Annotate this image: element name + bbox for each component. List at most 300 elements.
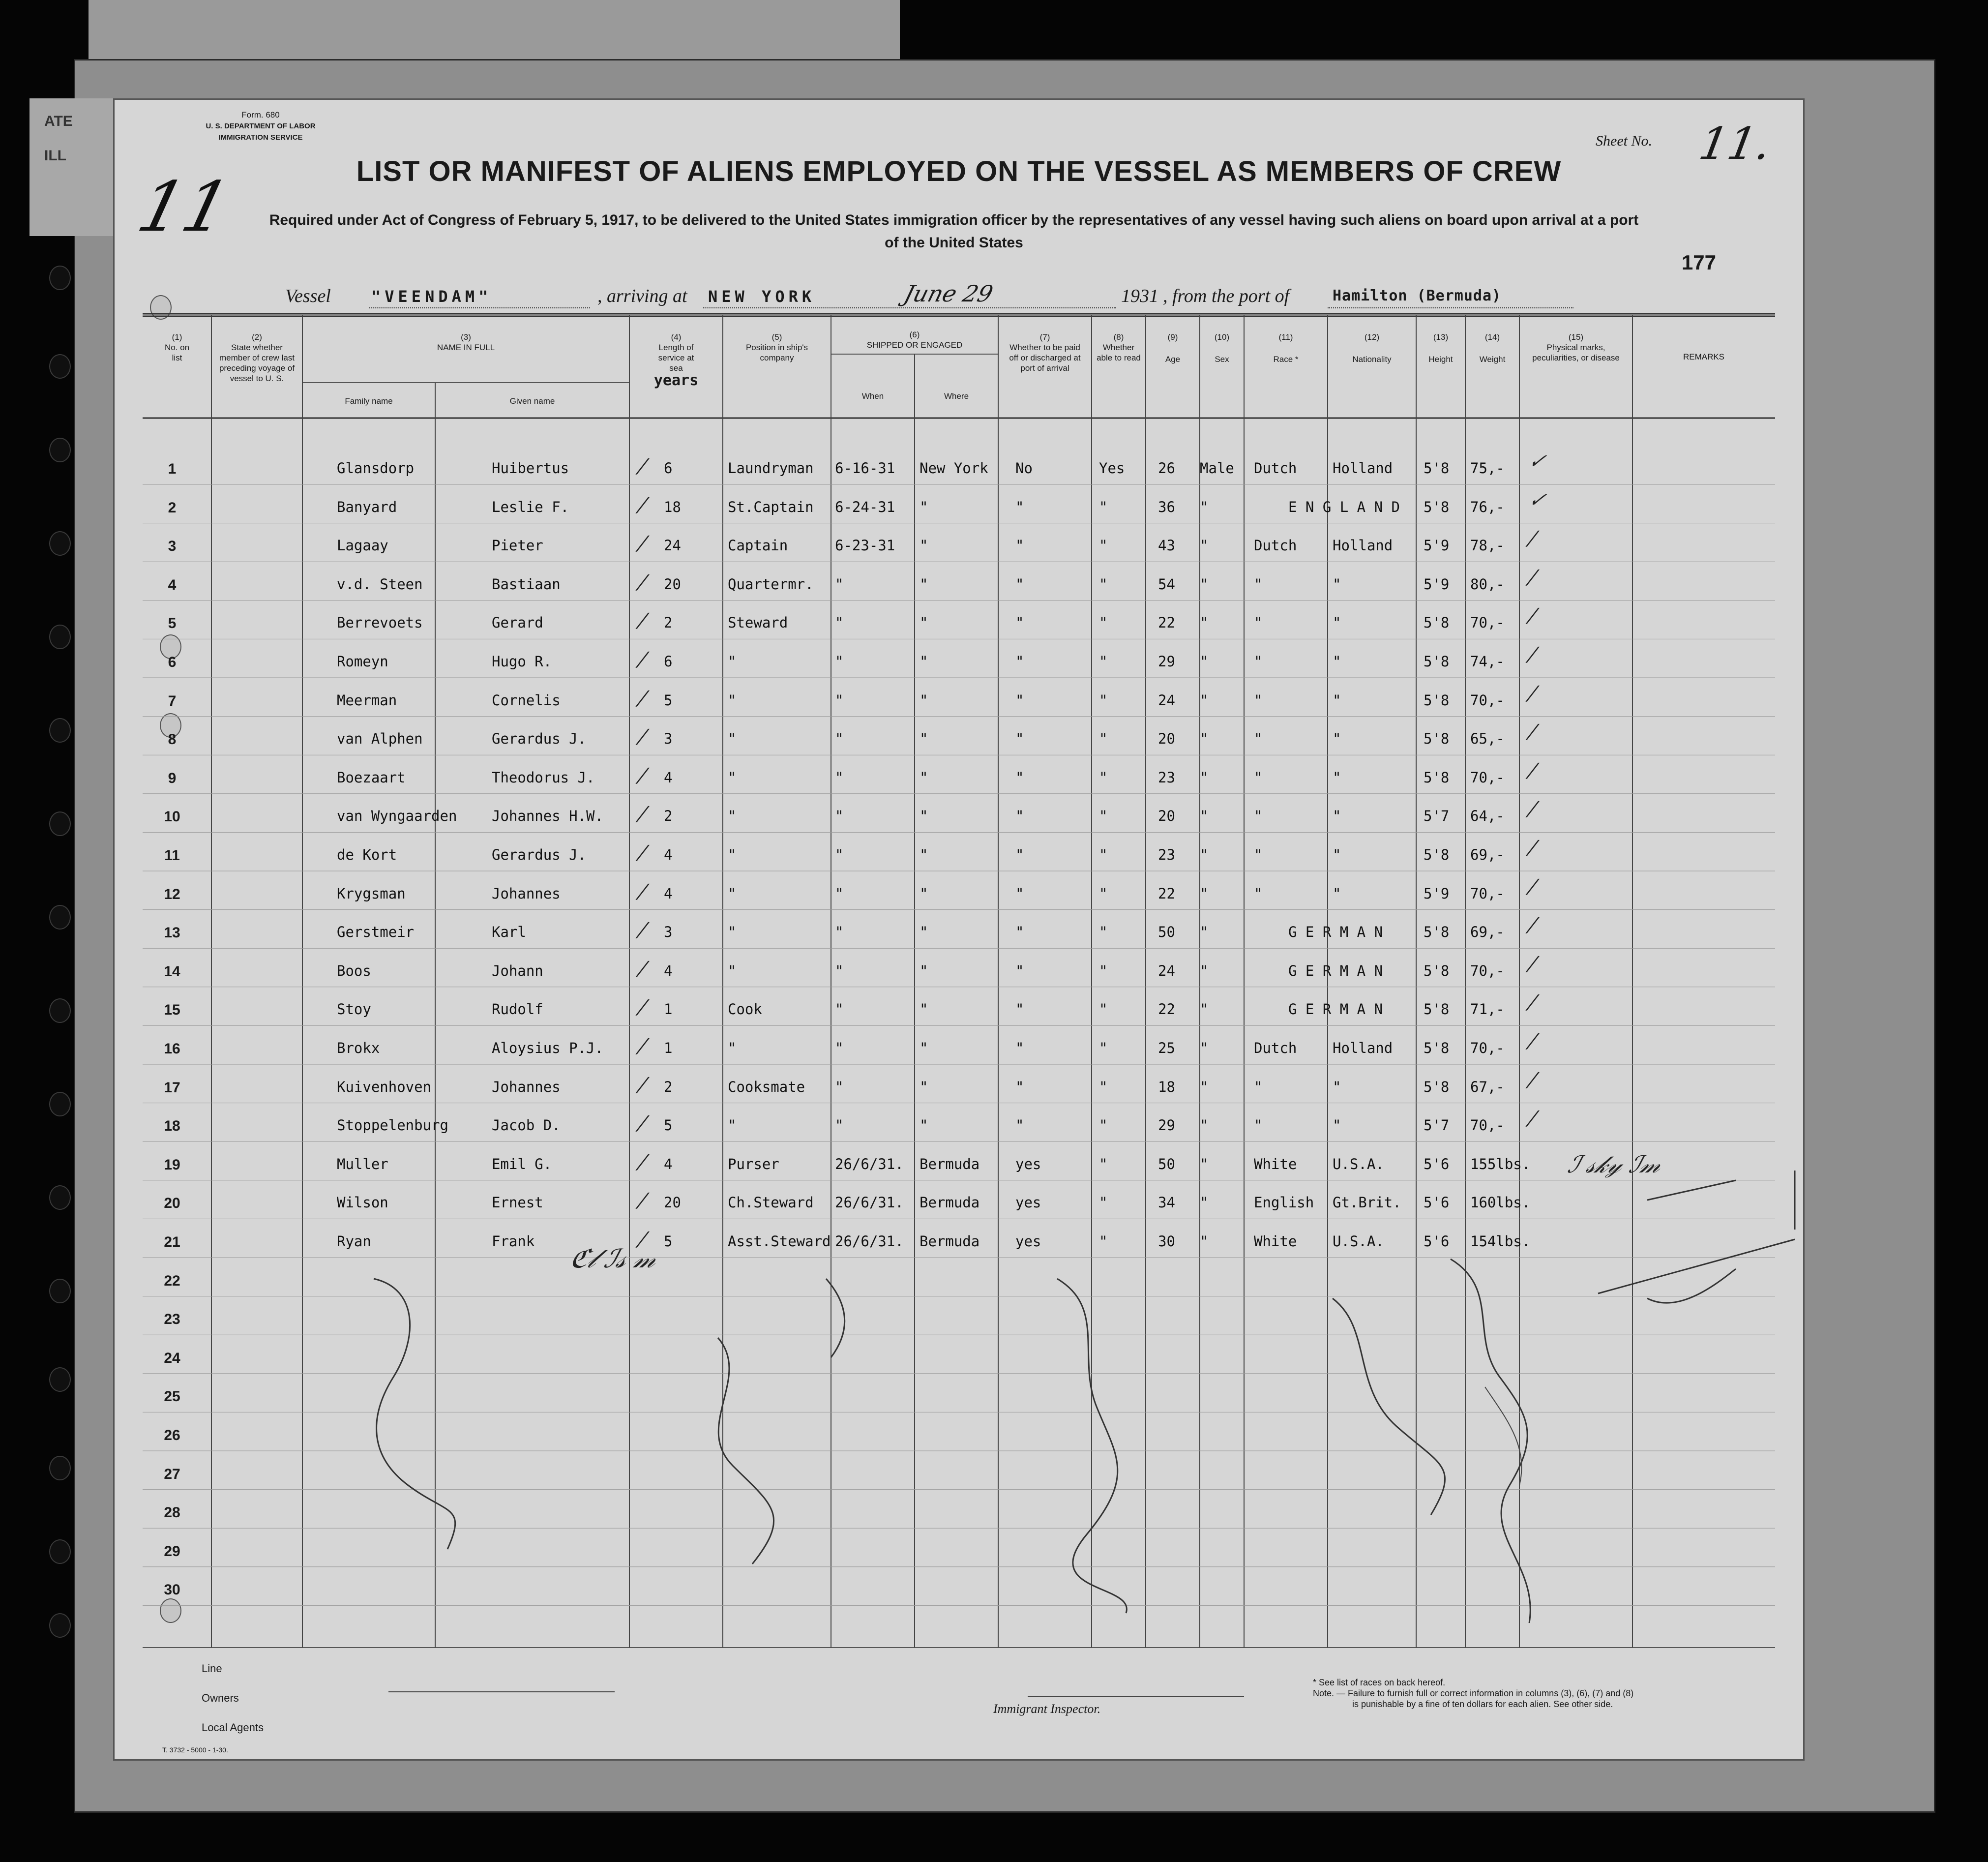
cell-position: Captain [728,537,788,554]
row-number: 25 [164,1388,180,1405]
cell-service: 2 [664,808,673,825]
cell-position: " [728,653,737,670]
service-tick-mark: / [636,996,649,1019]
check-mark: / [1526,837,1539,859]
cell-given: Johannes [492,885,561,902]
cell-service: 4 [664,769,673,786]
cell-where: " [920,1078,928,1095]
service-tick-mark: / [636,803,649,826]
cell-family: Krygsman [337,885,406,902]
cell-where: " [920,575,928,593]
cell-paid: " [1015,691,1024,709]
check-mark: / [1526,643,1539,666]
cell-given: Hugo R. [492,653,552,670]
cell-race: " [1254,1078,1263,1095]
header-col-7: (7) Whether to be paid off or discharged at port of arrival [1009,332,1081,373]
cell-family: de Kort [337,846,397,863]
service-tick-mark: / [636,1112,649,1135]
cell-weight: 70,- [1470,1040,1505,1056]
service-tick-mark: / [636,1228,649,1251]
cell-when: " [835,1001,844,1018]
cell-position: Steward [728,614,788,631]
footer-owners-label: Owners [202,1692,239,1704]
cell-age: 22 [1158,1001,1175,1018]
cell-given: Gerardus J. [492,846,587,863]
cell-read: " [1099,1194,1108,1211]
row-number: 28 [164,1504,180,1521]
cell-service: 24 [664,537,681,554]
cell-read: " [1099,1001,1108,1018]
cell-paid: yes [1015,1233,1041,1250]
cell-height: 5'8 [1424,769,1450,786]
cell-given: Ernest [492,1194,543,1211]
cell-where: Bermuda [920,1233,980,1250]
arriving-label: , arriving at [597,286,687,306]
cell-read: " [1099,1040,1108,1056]
cell-sex: Male [1200,460,1234,477]
check-mark: / [1526,527,1539,550]
service-tick-mark: / [636,493,649,516]
row-number: 21 [164,1234,180,1250]
cell-family: Wilson [337,1194,388,1211]
underline [703,307,1116,308]
cell-race: White [1254,1155,1297,1172]
row-number: 23 [164,1311,180,1328]
cell-when: " [835,924,844,941]
cell-age: 50 [1158,924,1175,941]
binder-hole [49,266,71,290]
cell-when: 6-16-31 [835,460,895,477]
cell-nationality: Holland [1333,537,1393,554]
row-number: 4 [168,576,177,593]
cell-age: 18 [1158,1078,1175,1095]
row-number: 12 [164,886,180,902]
cell-where: " [920,730,928,748]
cell-weight: 70,- [1470,885,1505,902]
check-mark: ✓ [1526,450,1549,473]
row-number: 7 [168,692,177,709]
cell-age: 30 [1158,1233,1175,1250]
header-given-name: Given name [509,396,555,406]
cell-sex: " [1200,537,1209,554]
vessel-name: "VEENDAM" [371,287,492,306]
cell-race: Dutch [1254,537,1297,554]
cell-service: 2 [664,614,673,631]
cell-age: 24 [1158,962,1175,979]
row-number: 19 [164,1156,180,1173]
row-number: 9 [168,770,177,786]
binder-hole [49,354,71,379]
cell-age: 22 [1158,885,1175,902]
cell-service: 4 [664,962,673,979]
binder-hole [49,438,71,462]
arrival-year: 1931 [1121,286,1158,306]
cell-sex: " [1200,769,1209,786]
cell-given: Bastiaan [492,575,561,593]
cell-read: " [1099,769,1108,786]
row-number: 2 [168,499,177,516]
cell-sex: " [1200,1078,1209,1095]
cell-weight: 75,- [1470,460,1505,477]
cell-position: Purser [728,1155,779,1172]
cell-age: 43 [1158,537,1175,554]
cell-given: Jacob D. [492,1117,561,1134]
cell-where: " [920,846,928,863]
cell-height: 5'8 [1424,653,1450,670]
handwritten-signature-1: ℭ𝓁 ℐ𝓈 𝓂 [566,1244,660,1274]
row-number: 20 [164,1195,180,1212]
row-number: 15 [164,1002,180,1019]
header-remarks: REMARKS [1683,352,1725,361]
cell-family: Boos [337,962,371,979]
cell-service: 1 [664,1001,673,1018]
cell-when: " [835,885,844,902]
cell-age: 26 [1158,460,1175,477]
footer-form-code: T. 3732 - 5000 - 1-30. [162,1746,228,1754]
cell-paid: " [1015,1078,1024,1095]
cell-race: " [1254,730,1263,748]
cell-position: Cooksmate [728,1078,805,1095]
cell-when: " [835,614,844,631]
cell-when: " [835,1040,844,1056]
cell-where: " [920,691,928,709]
cell-when: " [835,962,844,979]
cell-weight: 70,- [1470,614,1505,631]
cell-where: " [920,537,928,554]
cell-nationality: " [1333,575,1341,593]
from-label: , from the port of [1163,286,1290,306]
cell-position: " [728,1117,737,1134]
cell-height: 5'7 [1424,1117,1450,1134]
sheet-number: 11. [1695,118,1775,170]
cell-given: Aloysius P.J. [492,1040,603,1056]
header-col-8: (8) Whether able to read [1097,332,1141,362]
stub-text: ILL [44,148,66,164]
cell-given: Pieter [492,537,543,554]
cell-nationality: Gt.Brit. [1333,1194,1401,1211]
service-tick-mark: / [636,571,649,594]
cell-when: " [835,808,844,825]
cell-paid: " [1015,924,1024,941]
cell-weight: 74,- [1470,653,1505,670]
binder-hole [49,811,71,836]
cell-family: Lagaay [337,537,388,554]
cell-sex: " [1200,653,1209,670]
cell-height: 5'9 [1424,575,1450,593]
cell-family: v.d. Steen [337,575,423,593]
cell-nationality: " [1333,808,1341,825]
cell-height: 5'8 [1424,1078,1450,1095]
cell-given: Rudolf [492,1001,543,1018]
cell-age: 36 [1158,498,1175,515]
service-tick-mark: / [636,764,649,787]
cell-when: " [835,769,844,786]
cell-sex: " [1200,924,1209,941]
cell-paid: No [1015,460,1033,477]
cell-read: " [1099,846,1108,863]
cell-service: 5 [664,1117,673,1134]
cell-read: " [1099,537,1108,554]
arrival-date: June 29 [901,280,996,307]
cell-weight: 80,- [1470,575,1505,593]
header-where: Where [944,391,969,401]
service-tick-mark: / [636,1035,649,1057]
cell-read: " [1099,730,1108,748]
page-stamp-number: 177 [1681,251,1716,274]
service-tick-mark: / [636,841,649,864]
check-mark: / [1526,952,1539,975]
row-number: 14 [164,963,180,980]
cell-weight: 70,- [1470,962,1505,979]
footer-agents-label: Local Agents [202,1721,264,1734]
cell-paid: yes [1015,1155,1041,1172]
row-number: 6 [168,654,177,670]
check-mark: / [1526,566,1539,589]
service-tick-mark: / [636,880,649,903]
cell-race: " [1254,846,1263,863]
cell-sex: " [1200,808,1209,825]
cell-given: Leslie F. [492,498,569,515]
header-col-15: (15) Physical marks, peculiarities, or disease [1532,332,1620,362]
cell-sex: " [1200,498,1209,515]
cell-paid: " [1015,537,1024,554]
inspector-label: Immigrant Inspector. [993,1702,1101,1716]
cell-nationality: " [1333,691,1341,709]
check-mark: / [1526,759,1539,782]
cell-age: 29 [1158,653,1175,670]
requirement-line-1: Required under Act of Congress of February 5, 1917, to be delivered to the United States immigration officer by the representatives of any vessel having such aliens on board upon arrival at a port [269,212,1639,228]
cell-read: " [1099,924,1108,941]
binder-hole [49,1613,71,1638]
cell-when: " [835,691,844,709]
cell-where: " [920,769,928,786]
page-hole [160,1598,181,1623]
cell-position: Asst.Steward [728,1233,831,1250]
cell-read: " [1099,498,1108,515]
cell-age: 25 [1158,1040,1175,1056]
cell-nationality: G E R M A N [1288,924,1383,941]
cell-paid: " [1015,1040,1024,1056]
header-col-13: (13) Height [1428,332,1453,364]
vessel-line [113,280,1805,315]
cell-age: 29 [1158,1117,1175,1134]
binder-hole [49,718,71,743]
cell-family: van Alphen [337,730,423,748]
cell-height: 5'8 [1424,846,1450,863]
cell-when: 6-23-31 [835,537,895,554]
binder-hole [49,1092,71,1116]
cell-nationality: " [1333,769,1341,786]
cell-weight: 70,- [1470,1117,1505,1134]
cell-sex: " [1200,1040,1209,1056]
cell-given: Cornelis [492,691,561,709]
cell-race: English [1254,1194,1314,1211]
row-number: 27 [164,1466,180,1482]
cell-weight: 154lbs. [1470,1233,1531,1250]
cell-weight: 70,- [1470,691,1505,709]
cell-race: " [1254,653,1263,670]
cell-service: 4 [664,885,673,902]
check-mark: / [1526,721,1539,744]
cell-family: Romeyn [337,653,388,670]
cell-service: 6 [664,653,673,670]
cell-height: 5'8 [1424,1040,1450,1056]
cell-sex: " [1200,614,1209,631]
check-mark: / [1526,875,1539,898]
cell-given: Theodorus J. [492,769,595,786]
cell-sex: " [1200,1001,1209,1018]
cell-position: " [728,962,737,979]
service-tick-mark: / [636,1189,649,1212]
check-mark: / [1526,1068,1539,1091]
row-number: 17 [164,1079,180,1096]
arrival-port: NEW YORK [708,287,816,306]
header-when: When [861,391,884,401]
cell-where: " [920,885,928,902]
service-tick-mark: / [636,648,649,671]
check-mark: ✓ [1526,488,1549,511]
cell-paid: " [1015,769,1024,786]
cell-position: " [728,691,737,709]
cell-sex: " [1200,962,1209,979]
service-tick-mark: / [636,957,649,980]
cell-height: 5'9 [1424,537,1450,554]
cell-age: 23 [1158,846,1175,863]
binder-hole [49,1185,71,1210]
service-name: IMMIGRATION SERVICE [218,133,303,142]
header-col-12: (12) Nationality [1352,332,1392,364]
cell-service: 6 [664,460,673,477]
row-number: 3 [168,538,177,555]
cell-when: 26/6/31. [835,1155,904,1172]
cell-age: 20 [1158,730,1175,748]
row-number: 13 [164,925,180,941]
service-tick-mark: / [636,1073,649,1096]
underline [1328,307,1573,308]
header-col-1: (1) No. on list [164,332,190,362]
service-tick-mark: / [636,1150,649,1173]
cell-position: " [728,1040,737,1056]
cell-where: " [920,1040,928,1056]
cell-read: " [1099,653,1108,670]
service-tick-mark: / [636,687,649,710]
cell-race: " [1254,691,1263,709]
cell-when: " [835,1078,844,1095]
cell-where: " [920,962,928,979]
cell-height: 5'8 [1424,1001,1450,1018]
cell-paid: " [1015,962,1024,979]
cell-paid: " [1015,730,1024,748]
cell-race: Dutch [1254,460,1297,477]
cell-nationality: U.S.A. [1333,1155,1384,1172]
cell-where: New York [920,460,988,477]
header-col-14: (14) Weight [1479,332,1506,364]
cell-race: " [1254,614,1263,631]
cell-age: 22 [1158,614,1175,631]
cell-service: 3 [664,730,673,748]
stub-text: ATE [44,113,73,129]
cell-paid: " [1015,498,1024,515]
cell-where: " [920,924,928,941]
cell-when: 26/6/31. [835,1194,904,1211]
cell-height: 5'8 [1424,498,1450,515]
cell-given: Frank [492,1233,535,1250]
cell-sex: " [1200,1233,1209,1250]
row-number: 11 [164,847,180,864]
cell-age: 54 [1158,575,1175,593]
page-title: LIST OR MANIFEST OF ALIENS EMPLOYED ON THE VESSEL AS MEMBERS OF CREW [356,155,1562,187]
form-number: Form. 680 [241,110,280,120]
cell-read: " [1099,1155,1108,1172]
row-number: 5 [168,615,177,632]
row-number: 16 [164,1041,180,1057]
header-col-10: (10) Sex [1214,332,1230,364]
binder-hole [49,998,71,1023]
cell-race: White [1254,1233,1297,1250]
cell-height: 5'8 [1424,730,1450,748]
cell-family: Berrevoets [337,614,423,631]
cell-weight: 71,- [1470,1001,1505,1018]
binder-hole [49,625,71,649]
cell-when: " [835,653,844,670]
check-mark: / [1526,604,1539,628]
cell-position: " [728,885,737,902]
cell-paid: " [1015,1001,1024,1018]
handwritten-signature-2: ℐ 𝓈𝓀𝓎 ℐ𝓂 [1565,1151,1665,1178]
check-mark: / [1526,798,1539,821]
cell-height: 5'8 [1424,924,1450,941]
cell-service: 2 [664,1078,673,1095]
check-mark: / [1526,914,1539,937]
cell-given: Karl [492,924,526,941]
cell-where: " [920,1117,928,1134]
cell-where: " [920,653,928,670]
cell-when: 6-24-31 [835,498,895,515]
cell-nationality: " [1333,1117,1341,1134]
cell-nationality: G E R M A N [1288,1001,1383,1018]
cell-read: " [1099,885,1108,902]
cell-weight: 69,- [1470,846,1505,863]
cell-read: " [1099,1078,1108,1095]
cell-race: " [1254,1117,1263,1134]
cell-height: 5'6 [1424,1155,1450,1172]
cell-sex: " [1200,575,1209,593]
cell-given: Johannes H.W. [492,808,603,825]
cell-race: Dutch [1254,1040,1297,1056]
cell-paid: " [1015,1117,1024,1134]
cell-when: " [835,730,844,748]
cell-read: " [1099,575,1108,593]
cell-age: 23 [1158,769,1175,786]
header-col-2: (2) State whether member of crew last preceding voyage of vessel to U. S. [219,332,295,383]
cell-when: " [835,1117,844,1134]
form-header [182,109,339,143]
cell-read: Yes [1099,460,1125,477]
cell-weight: 70,- [1470,769,1505,786]
cell-service: 1 [664,1040,673,1056]
footer-note: * See list of races on back hereof. Note. — Failure to furnish full or correct information in columns (3), (6), (7) and (8) is punishable by a fine of ten dollars for each alien. See other side. [1313,1678,1634,1709]
cell-service: 18 [664,498,681,515]
row-number: 29 [164,1543,180,1560]
cell-weight: 160lbs. [1470,1194,1531,1211]
cell-height: 5'6 [1424,1233,1450,1250]
cell-given: Gerard [492,614,543,631]
cell-nationality: U.S.A. [1333,1233,1384,1250]
cell-family: Brokx [337,1040,380,1056]
cell-given: Johannes [492,1078,561,1095]
header-col-3: (3) NAME IN FULL [437,332,495,352]
cell-race: " [1254,575,1263,593]
